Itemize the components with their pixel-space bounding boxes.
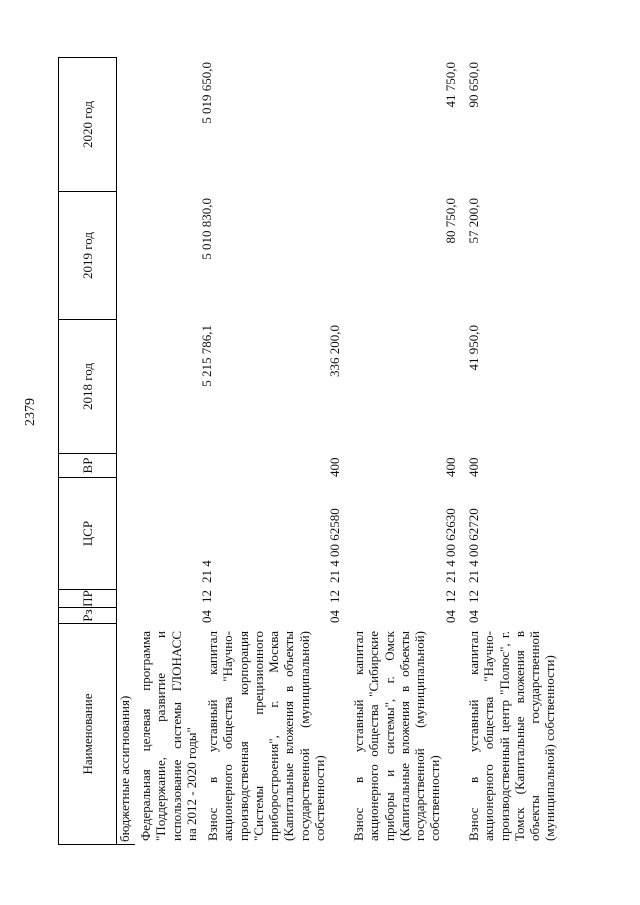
- row-2018: 5 215 786,1: [199, 325, 214, 387]
- header-vr: ВР: [59, 453, 116, 477]
- row-vr: 400: [443, 457, 458, 477]
- row-vr: 400: [466, 457, 481, 477]
- row-rz: 04: [199, 610, 214, 623]
- header-2018: 2018 год: [59, 319, 116, 453]
- row-name: Взнос в уставный капитал акционерного общества "Сибирские приборы и системы", г. Омск (Капитальные вложения в объекты государственной (муниципальной) собственности): [351, 631, 443, 841]
- row-pr: 12: [327, 590, 342, 603]
- header-csr: ЦСР: [59, 477, 116, 589]
- row-2019: 5 010 830,0: [199, 198, 214, 260]
- row-2018: 41 950,0: [466, 325, 481, 371]
- row-2020: 90 650,0: [466, 62, 481, 108]
- header-2019: 2019 год: [59, 191, 116, 319]
- row-name: Взнос в уставный капитал акционерного общества "Научно-производственная корпорация "Системы прецизионного приборостроения", г. Москва (Капитальные вложения в объекты государственной (муниципальной) собственности): [205, 631, 328, 841]
- header-rz: Рз: [59, 607, 116, 623]
- row-2020: 5 019 650,0: [199, 62, 214, 124]
- row-rz: 04: [466, 610, 481, 623]
- row-2020: 41 750,0: [443, 62, 458, 108]
- table-header: [58, 57, 117, 845]
- row-pr: 12: [466, 590, 481, 603]
- row-csr: 21 4 00 62580: [327, 508, 342, 583]
- row-pr: 12: [199, 590, 214, 603]
- row-csr: 21 4 00 62720: [466, 508, 481, 583]
- header-name: Наименование: [59, 623, 116, 844]
- header-pr: ПР: [59, 589, 116, 607]
- carry-over-text: бюджетные ассигнования): [117, 624, 135, 845]
- row-2019: 57 200,0: [466, 198, 481, 244]
- row-csr: 21 4: [199, 560, 214, 583]
- row-rz: 04: [327, 610, 342, 623]
- row-vr: 400: [327, 457, 342, 477]
- header-2020: 2020 год: [79, 101, 95, 148]
- row-pr: 12: [443, 590, 458, 603]
- page-number: 2379: [23, 398, 38, 426]
- row-name: Взнос в уставный капитал акционерного общества "Научно-производственный центр "Полюс", г. Томск (Капитальные вложения в объекты государственной (муниципальной) собственности): [466, 631, 558, 841]
- budget-table: [58, 57, 583, 845]
- row-name: Федеральная целевая программа "Поддержание, развитие и использование системы ГЛОНАСС на 2012 - 2020 годы": [138, 631, 199, 841]
- row-csr: 21 4 00 62630: [443, 508, 458, 583]
- row-2018: 336 200,0: [327, 325, 342, 377]
- row-2019: 80 750,0: [443, 198, 458, 244]
- row-rz: 04: [443, 610, 458, 623]
